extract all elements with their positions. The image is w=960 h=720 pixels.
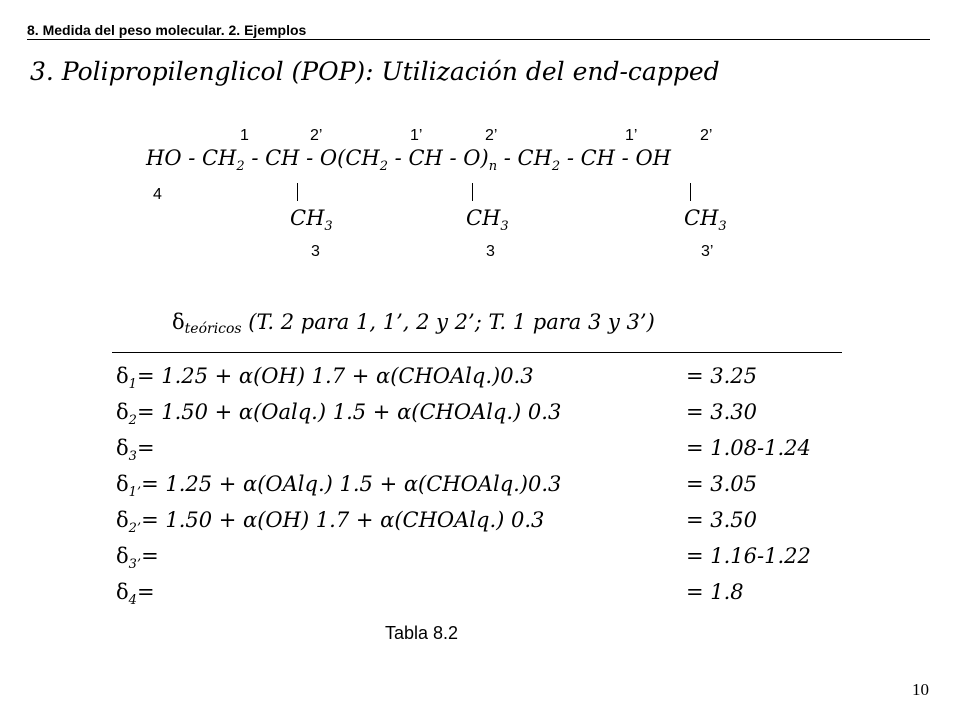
shift-formula: = [136,436,155,460]
main-chain-formula [146,146,671,174]
shift-subscript: 1’ [128,485,142,500]
shift-formula: = 1.50 + α(OH) 1.7 + α(CHOAlq.) 0.3 [141,508,545,532]
chain-part: HO - CH [146,146,237,170]
shift-result: = 1.16-1.22 [686,544,811,568]
shift-subscript: 3 [128,449,137,464]
header-divider [27,39,930,40]
shift-formula: = 1.25 + α(OH) 1.7 + α(CHOAlq.)0.3 [136,364,534,388]
table-caption: Tabla 8.2 [385,623,459,643]
delta-symbol: δ [116,508,129,532]
shift-row [116,400,758,428]
chain-subscript: 2 [236,159,245,174]
bond-line [690,183,691,201]
carbon-number-1-prime-end: 1’ [625,127,638,144]
shift-subscript: 3’ [128,557,142,572]
chain-subscript: n [488,159,498,174]
shift-result: = 3.50 [686,508,758,532]
bond-line [297,183,298,201]
delta-symbol: δ [116,400,129,424]
shift-subscript: 1 [128,377,137,392]
shift-formula: = [136,580,155,604]
carbon-number-3: 3 [311,243,320,260]
theoretical-shifts-heading [172,310,655,337]
shift-formula: = 1.50 + α(Oalq.) 1.5 + α(CHOAlq.) 0.3 [136,400,562,424]
shift-row [116,544,811,572]
chain-part: - CH - O) [388,146,489,170]
shift-result: = 3.30 [686,400,758,424]
page-number: 10 [912,680,929,699]
methyl-text: CH [684,206,719,230]
methyl-subscript: 3 [324,219,333,234]
shift-subscript: 2’ [128,521,142,536]
heading-text: (T. 2 para 1, 1’, 2 y 2’; T. 1 para 3 y 3’) [241,310,655,334]
carbon-number-2-prime: 2’ [485,127,498,144]
chain-subscript: 2 [551,159,561,174]
shift-formula: = [141,544,159,568]
chain-part: - CH [497,146,552,170]
methyl-subscript: 3 [718,219,727,234]
slide-title: 3. Polipropilenglicol (POP): Utilización del end-capped [30,57,720,86]
delta-symbol: δ [116,472,129,496]
delta-symbol: δ [116,544,129,568]
shift-result: = 1.8 [686,580,744,604]
delta-subscript: teóricos [184,321,242,337]
carbon-number-4: 4 [153,186,162,203]
delta-symbol: δ [172,310,185,334]
carbon-number-2: 2’ [310,127,323,144]
methyl-group [684,206,727,234]
shift-subscript: 4 [128,593,137,608]
heading-divider [112,352,842,353]
carbon-number-3-prime: 3’ [701,243,714,260]
methyl-group [466,206,509,234]
shift-row [116,364,758,392]
shift-row [116,436,811,464]
chain-part: - CH - O(CH [244,146,380,170]
delta-symbol: δ [116,580,129,604]
delta-symbol: δ [116,364,129,388]
delta-symbol: δ [116,436,129,460]
chain-subscript: 2 [379,159,388,174]
methyl-text: CH [466,206,501,230]
shift-row [116,472,758,500]
chain-part: - CH - OH [560,146,671,170]
carbon-number-3-mid: 3 [486,243,495,260]
methyl-group [290,206,333,234]
shift-formula: = 1.25 + α(OAlq.) 1.5 + α(CHOAlq.)0.3 [141,472,562,496]
shift-result: = 1.08-1.24 [686,436,811,460]
carbon-number-1: 1 [240,127,249,144]
shift-row [116,580,744,608]
shift-result: = 3.05 [686,472,758,496]
shift-row [116,508,758,536]
carbon-number-1-prime: 1’ [410,127,423,144]
carbon-number-2-prime-end: 2’ [700,127,713,144]
slide-header: 8. Medida del peso molecular. 2. Ejemplos [27,22,307,38]
shift-subscript: 2 [128,413,137,428]
methyl-subscript: 3 [500,219,509,234]
bond-line [472,183,473,201]
methyl-text: CH [290,206,325,230]
shift-result: = 3.25 [686,364,758,388]
